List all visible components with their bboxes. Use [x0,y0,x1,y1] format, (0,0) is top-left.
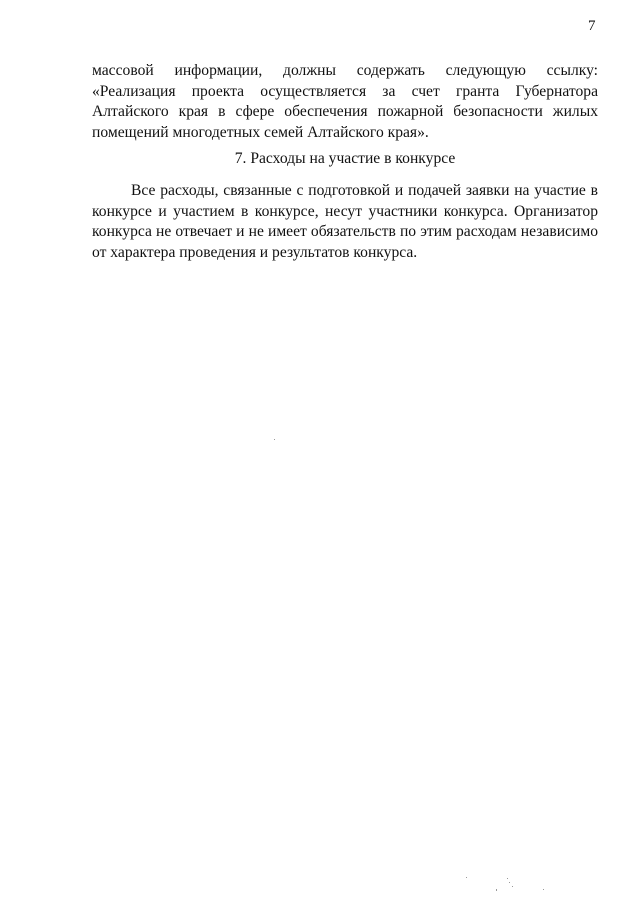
scan-speck [507,878,508,879]
scan-speck [509,882,510,883]
scan-speck [512,886,513,887]
scan-speck [274,439,275,440]
section-heading: 7. Расходы на участие в конкурсе [234,150,456,167]
scan-speck [496,889,497,891]
scan-speck [543,889,544,890]
continued-paragraph: массовой информации, должны содержать следующую ссылку: «Реализация проекта осуществляется за счет гранта Губернатора Алтайского края в сфере обеспечения пожарной безопасности жилых помещений многодетных семей Алтайского края». [92,62,598,141]
expenses-paragraph: Все расходы, связанные с подготовкой и подачей заявки на участие в конкурсе и участием в конкурсе, несут участники конкурса. Организатор конкурса не отвечает и не имеет обязательств по этим расходам независимо от характера проведения и результатов конкурса. [92,182,598,261]
page-number: 7 [588,18,596,34]
scan-speck [466,877,467,878]
